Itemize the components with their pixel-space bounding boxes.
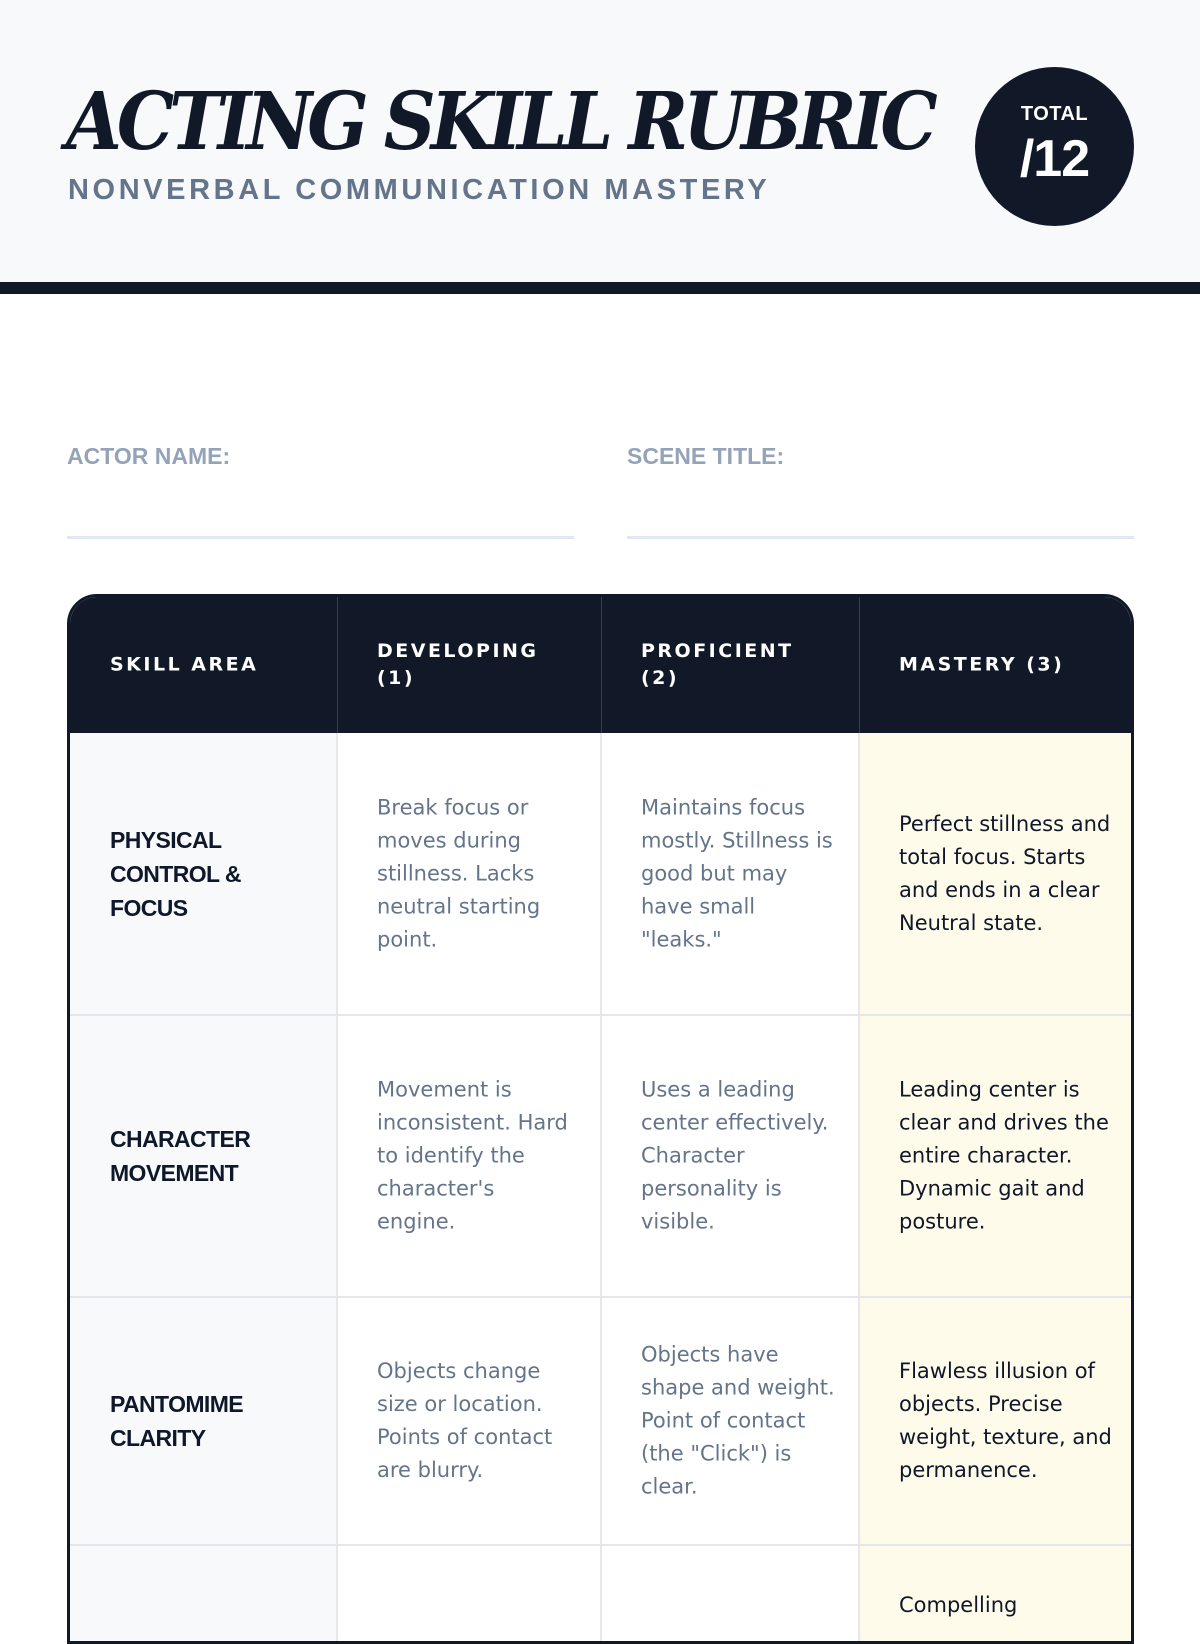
header-divider [859, 597, 860, 733]
table-row-skill-cell: CHARACTER MOVEMENT [70, 1015, 337, 1297]
table-row-mastery-cell: Flawless illusion of objects. Precise weight, texture, and permanence. [859, 1297, 1134, 1545]
row-divider [70, 1296, 1134, 1298]
page-subtitle: NONVERBAL COMMUNICATION MASTERY [68, 174, 771, 206]
table-row-skill-cell [70, 1545, 337, 1644]
scene-title-label: SCENE TITLE: [627, 443, 785, 469]
table-row-developing-cell: Objects change size or location. Points of contact are blurry. [377, 1359, 553, 1482]
table-row-developing-cell: Movement is inconsistent. Hard to identify the character's engine. [377, 1077, 568, 1234]
total-score-badge [975, 67, 1134, 226]
table-row-developing-cell [337, 1545, 601, 1644]
page-title: ACTING SKILL RUBRIC [66, 74, 933, 168]
total-value: /12 [1019, 130, 1090, 188]
header-divider [601, 597, 602, 733]
table-row-skill-cell: PANTOMIME CLARITY [70, 1297, 337, 1545]
actor-name-label: ACTOR NAME: [67, 443, 231, 469]
scene-title-field[interactable] [627, 536, 1134, 539]
column-divider [858, 733, 860, 1644]
total-label: TOTAL [1020, 103, 1089, 125]
table-row-proficient-cell: Maintains focus mostly. Stillness is good but may have small "leaks." [641, 795, 833, 952]
table-row-proficient-cell: Uses a leading center effectively. Character personality is visible. [641, 1077, 829, 1234]
table-row-mastery-cell: Leading center is clear and drives the entire character. Dynamic gait and posture. [859, 1015, 1134, 1297]
table-row-developing-cell: Break focus or moves during stillness. Lacks neutral starting point. [377, 795, 541, 952]
header-proficient: PROFICIENT (2) [641, 640, 794, 689]
row-divider [70, 1014, 1134, 1016]
row-divider [70, 1544, 1134, 1546]
rubric-table [67, 594, 1134, 1644]
column-divider [336, 733, 338, 1644]
actor-name-field[interactable] [67, 536, 574, 539]
header-mastery: MASTERY (3) [899, 653, 1065, 676]
column-divider [600, 733, 602, 1644]
table-row-mastery-cell: Perfect stillness and total focus. Starts and ends in a clear Neutral state. [859, 733, 1134, 1015]
table-row-skill-cell: PHYSICAL CONTROL & FOCUS [70, 733, 337, 1015]
header-skill-area: SKILL AREA [110, 653, 259, 676]
header-divider [337, 597, 338, 733]
rubric-header [0, 0, 1200, 294]
table-row-proficient-cell [601, 1545, 859, 1644]
table-row-proficient-cell: Objects have shape and weight. Point of contact (the "Click") is clear. [641, 1342, 835, 1499]
table-row-mastery-cell: Compelling [859, 1545, 1134, 1644]
header-developing: DEVELOPING (1) [377, 640, 539, 689]
